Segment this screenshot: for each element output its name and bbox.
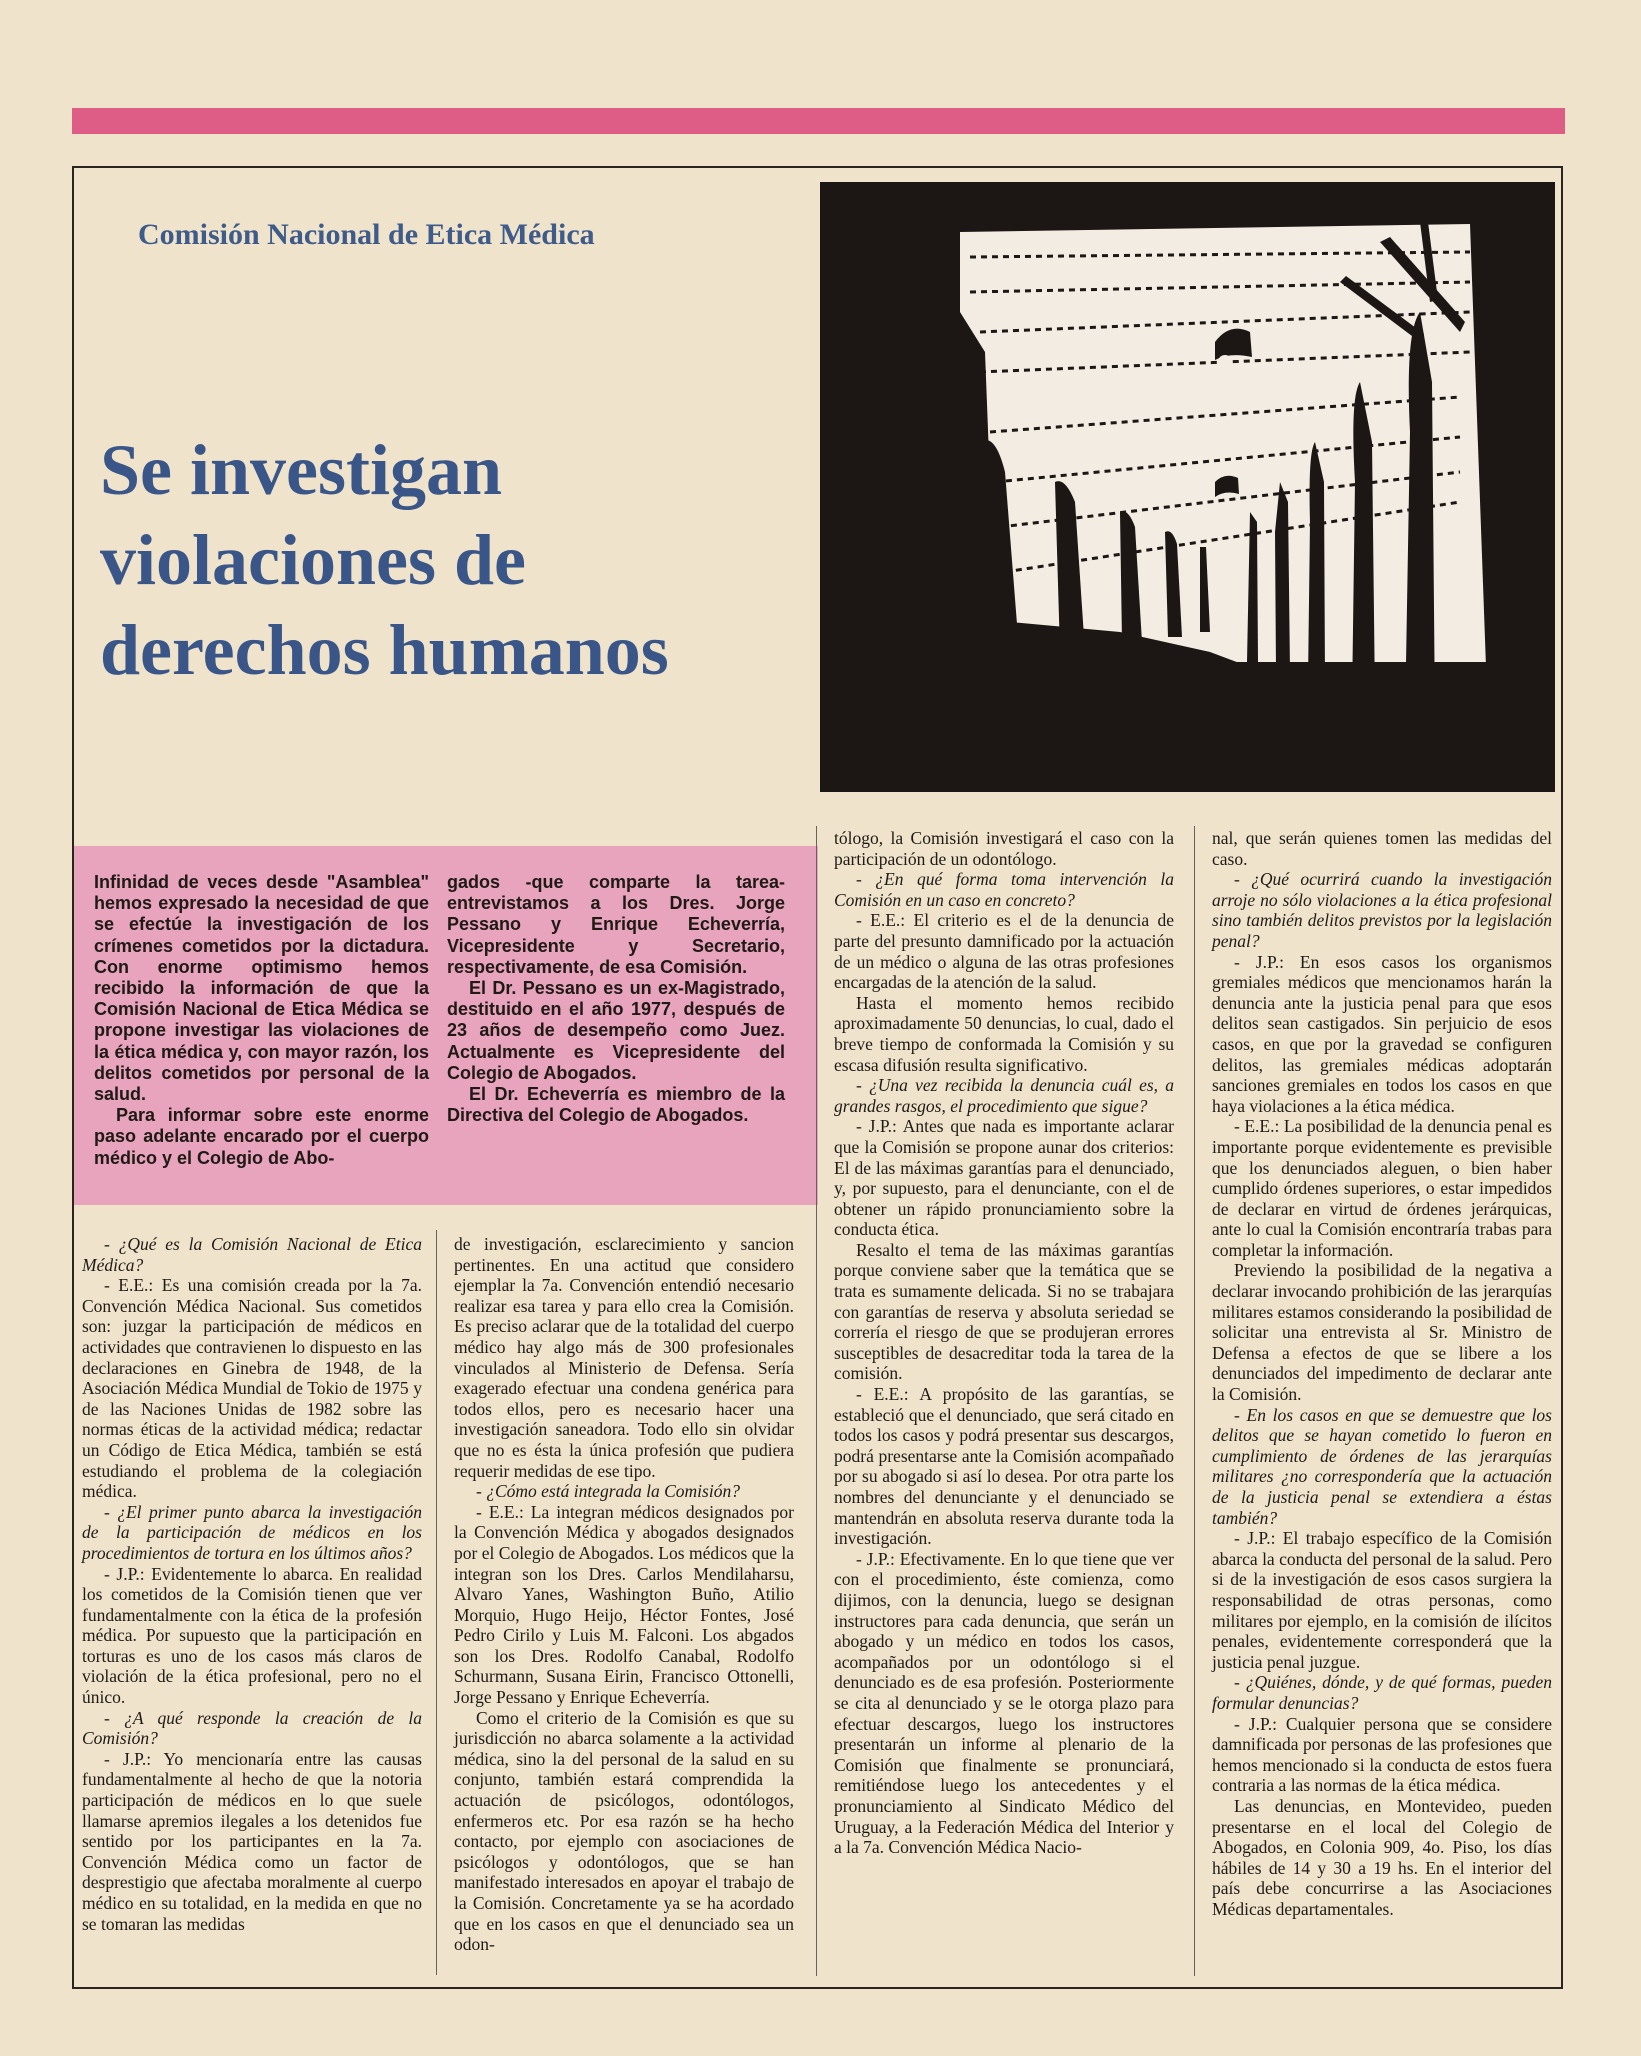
interview-paragraph: - J.P.: Antes que nada es importante aclarar que la Comisión se propone aunar dos criterios: El de las máximas garantías para el denunciado, y, por supuesto, para el denunciante, con el de obtener un rápido pronunciamiento sobre la conducta ética. (834, 1116, 1174, 1240)
interview-paragraph: - E.E.: La posibilidad de la denuncia penal es importante porque evidentemente es previsible que los denunciados aleguen, o bien haber cumplido órdenes superiores, o estar impedidos de declarar en virtud de órdenes jerárquicas, ante lo cual la Comisión encontraría trabas para completar la información. (1212, 1116, 1552, 1260)
interview-paragraph: - E.E.: La integran médicos designados por la Convención Médica y abogados designados por el Colegio de Abogados. Los médicos que la integran son los Dres. Carlos Mendilaharsu, Alvaro Yanes, Washington Buño, Atilio Morquio, Hugo Heijo, Héctor Fontes, José Pedro Cirilo y Luis M. Falconi. Los abgados son los Dres. Rodolfo Canabal, Rodolfo Schurmann, Susana Eirin, Francisco Ottonelli, Jorge Pessano y Enrique Echeverría. (454, 1501, 794, 1708)
headline (100, 425, 800, 695)
interview-paragraph: - E.E.: El criterio es el de la denuncia de parte del presunto damnificado por la actuación de un médico o alguna de las otras profesiones encargadas de la atención de la salud. (834, 910, 1174, 993)
interview-question: - ¿Una vez recibida la denuncia cuál es, a grandes rasgos, el procedimiento que sigue? (834, 1075, 1174, 1116)
body-column-2 (454, 1234, 794, 1955)
interview-question: - ¿Cómo está integrada la Comisión? (476, 1481, 740, 1502)
interview-paragraph: Previendo la posibilidad de la negativa a declarar invocando prohibición de las jerarquías militares estamos considerando la posibilidad de solicitar una entrevista al Sr. Ministro de Defensa a efectos de que se libere a los denunciados del impedimento de declarar ante la Comisión. (1212, 1260, 1552, 1405)
intro-paragraph: El Dr. Pessano es un ex-Magistrado, destituido en el año 1977, después de 23 años de desempeño como Juez. Actualmente es Vicepresidente del Colegio de Abogados. (447, 978, 785, 1083)
interview-paragraph: - J.P.: Cualquier persona que se considere damnificada por personas de las profesiones que hemos mencionado si la conducta de estos fuera contraria a las normas de la ética médica. (1212, 1713, 1552, 1796)
barbed-wire-photo-image (820, 182, 1555, 792)
interview-paragraph: tólogo, la Comisión investigará el caso con la participación de un odontólogo. (834, 828, 1174, 869)
column-divider (1194, 826, 1195, 1976)
interview-paragraph: - J.P.: Evidentemente lo abarca. En realidad los cometidos de la Comisión tienen que ver fundamentalmente con la ética de la profesión médica. Por supuesto que la participación en torturas es uno de los casos más claros de violación de la ética profesional, pero no el único. (82, 1563, 422, 1708)
interview-question: - ¿Qué es la Comisión Nacional de Etica Médica? (82, 1234, 422, 1275)
interview-paragraph: Hasta el momento hemos recibido aproximadamente 50 denuncias, lo cual, dado el breve tiempo de conformada la Comisión y su escasa difusión resulta significativo. (834, 992, 1174, 1075)
interview-paragraph: - E.E.: A propósito de las garantías, se estableció que el denunciado, que será citado en todos los casos y podrá presentar sus descargos, podrá presentarse ante la Comisión acompañado por su abogado si así lo desea. Por otra parte los nombres del denunciante y el denunciado se mantendrán en absoluta reserva durante toda la investigación. (834, 1384, 1174, 1549)
intro-paragraph: gados -que comparte la tarea- entrevistamos a los Dres. Jorge Pessano y Enrique Echeverría, Vicepresidente y Secretario, respectivamente, de esa Comisión. (447, 872, 785, 977)
section-label: Comisión Nacional de Etica Médica (138, 218, 595, 251)
top-color-bar (72, 108, 1565, 134)
body-column-1 (82, 1234, 422, 1934)
column-divider (436, 1230, 437, 1975)
headline-line-3: derechos humanos (100, 610, 669, 690)
interview-paragraph: - J.P.: En esos casos los organismos gremiales médicos que mencionamos harán la denuncia ante la justicia penal para que esos delitos sean castigados. Sin perjuicio de esos casos, en que por la gravedad se configuren delitos, las gremiales médicas adoptarán sanciones gremiales en todos los casos en que haya violaciones a la ética médica. (1212, 951, 1552, 1116)
interview-question: - ¿Qué ocurrirá cuando la investigación arroje no sólo violaciones a la ética profesional sino también delitos previstos por la legislación penal? (1212, 869, 1552, 951)
barbed-wire-photo (820, 182, 1555, 792)
interview-paragraph: - J.P.: Efectivamente. En lo que tiene que ver con el procedimiento, éste comienza, como dijimos, con la denuncia, luego se designan instructores para cada denuncia, que serán un abogado y un médico en todos los casos, acompañados por un odontólogo si el denunciado es de esa profesión. Posteriormente se cita al denunciado y se le otorga plazo para efectuar descargos, luego los instructores presentarán un informe al plenario de la Comisión que finalmente se pronunciará, remitiéndose luego los antecedentes y el pronunciamiento al Sindicato Médico del Uruguay, a la Federación Médica del Interior y a la 7a. Convención Médica Nacio- (834, 1548, 1174, 1858)
intro-column-2 (447, 872, 785, 1126)
interview-question: - ¿A qué responde la creación de la Comisión? (82, 1707, 422, 1749)
interview-paragraph: Como el criterio de la Comisión es que su jurisdicción no abarca solamente a la actividad médica, sino la del personal de la salud en su conjunto, también estará comprendida la actuación de psicólogos, odontólogos, enfermeros etc. Por esa razón se ha hecho contacto, por ejemplo con asociaciones de psicólogos y odontólogos, que se han manifestado interesados en apoyar el trabajo de la Comisión. Concretamente ya se ha acordado que en los casos en que el denunciado sea un odon- (454, 1707, 794, 1955)
interview-question: - ¿Quiénes, dónde, y de qué formas, pueden formular denuncias? (1212, 1672, 1552, 1713)
column-divider (816, 826, 817, 1976)
interview-paragraph: de investigación, esclarecimiento y sancion pertinentes. En una actitud que considero ejemplar la 7a. Convención entendió necesario realizar esa tarea y para ello crea la Comisión. Es preciso aclarar que de la totalidad del cuerpo médico hay algo más de 300 profesionales vinculados al Ministerio de Defensa. Sería exagerado efectuar una condena genérica para todos ellos, pero es necesario hacer una investigación saneadora. Todo ello sin olvidar que no es ésta la única profesión que pudiera requerir medidas de ese tipo. (454, 1234, 794, 1481)
interview-paragraph: - J.P.: El trabajo específico de la Comisión abarca la conducta del personal de la salud. Pero si de la investigación de esos casos surgiera la responsabilidad de otras personas, como militares por ejemplo, en la comisión de ilícitos penales, evidentemente corresponderá que la justicia penal juzgue. (1212, 1528, 1552, 1672)
headline-line-1: Se investigan (100, 430, 503, 510)
interview-paragraph: nal, que serán quienes tomen las medidas del caso. (1212, 828, 1552, 869)
interview-question: - En los casos en que se demuestre que los delitos que se hayan cometido lo fueron en cumplimiento de órdenes de las jerarquías militares ¿no correspondería que la actuación de la justicia penal se extendiera a éstas también? (1212, 1404, 1552, 1528)
interview-paragraph: - E.E.: Es una comisión creada por la 7a. Convención Médica Nacional. Sus cometidos son: juzgar la participación de médicos en actividades que contravienen lo dispuesto en las declaraciones en Ginebra de 1948, de la Asociación Médica Mundial de Tokio de 1975 y de las Naciones Unidas de 1982 sobre las normas éticas de la actividad médica; redactar un Código de Etica Médica, también se está estudiando el problema de la colegiación médica. (82, 1275, 422, 1502)
intro-paragraph: Para informar sobre este enorme paso adelante encarado por el cuerpo médico y el Colegio de Abo- (94, 1105, 429, 1168)
body-column-4 (1212, 828, 1552, 1919)
interview-paragraph: Resalto el tema de las máximas garantías porque conviene saber que la temática que se trata es sumamente delicada. Si no se trabajara con garantías de reserva y absoluta seriedad se correría el riesgo de que se produjeran errores susceptibles de desacreditar toda la tarea de la comisión. (834, 1239, 1174, 1384)
interview-paragraph: Las denuncias, en Montevideo, pueden presentarse en el local del Colegio de Abogados, en Colonia 909, 4o. Piso, los días hábiles de 14 y 30 a 19 hs. En el interior del país debe concurrirse a las Asociaciones Médicas departamentales. (1212, 1795, 1552, 1919)
intro-paragraph: El Dr. Echeverría es miembro de la Directiva del Colegio de Abogados. (447, 1084, 785, 1126)
headline-line-2: violaciones de (100, 520, 526, 600)
interview-question: - ¿El primer punto abarca la investigación de la participación de médicos en los procedimientos de tortura en los últimos años? (82, 1501, 422, 1563)
interview-paragraph: - J.P.: Yo mencionaría entre las causas fundamentalmente al hecho de que la notoria participación de médicos en lo que suele llamarse apremios ilegales a los detenidos fue sentido por los participantes en la 7a. Convención Médica como un factor de desprestigio que afectaba moralmente al cuerpo médico en su totalidad, en la medida en que no se tomaran las medidas (82, 1748, 422, 1934)
interview-question: - ¿En qué forma toma intervención la Comisión en un caso en concreto? (834, 869, 1174, 910)
intro-column-1 (94, 872, 429, 1169)
body-column-3 (834, 828, 1174, 1858)
intro-paragraph: Infinidad de veces desde "Asamblea" hemos expresado la necesidad de que se efectúe la investigación de los crímenes cometidos por la dictadura. Con enorme optimismo hemos recibido la información de que la Comisión Nacional de Etica Médica se propone investigar las violaciones de la ética médica y, con mayor razón, los delitos cometidos por personal de la salud. (94, 872, 429, 1105)
